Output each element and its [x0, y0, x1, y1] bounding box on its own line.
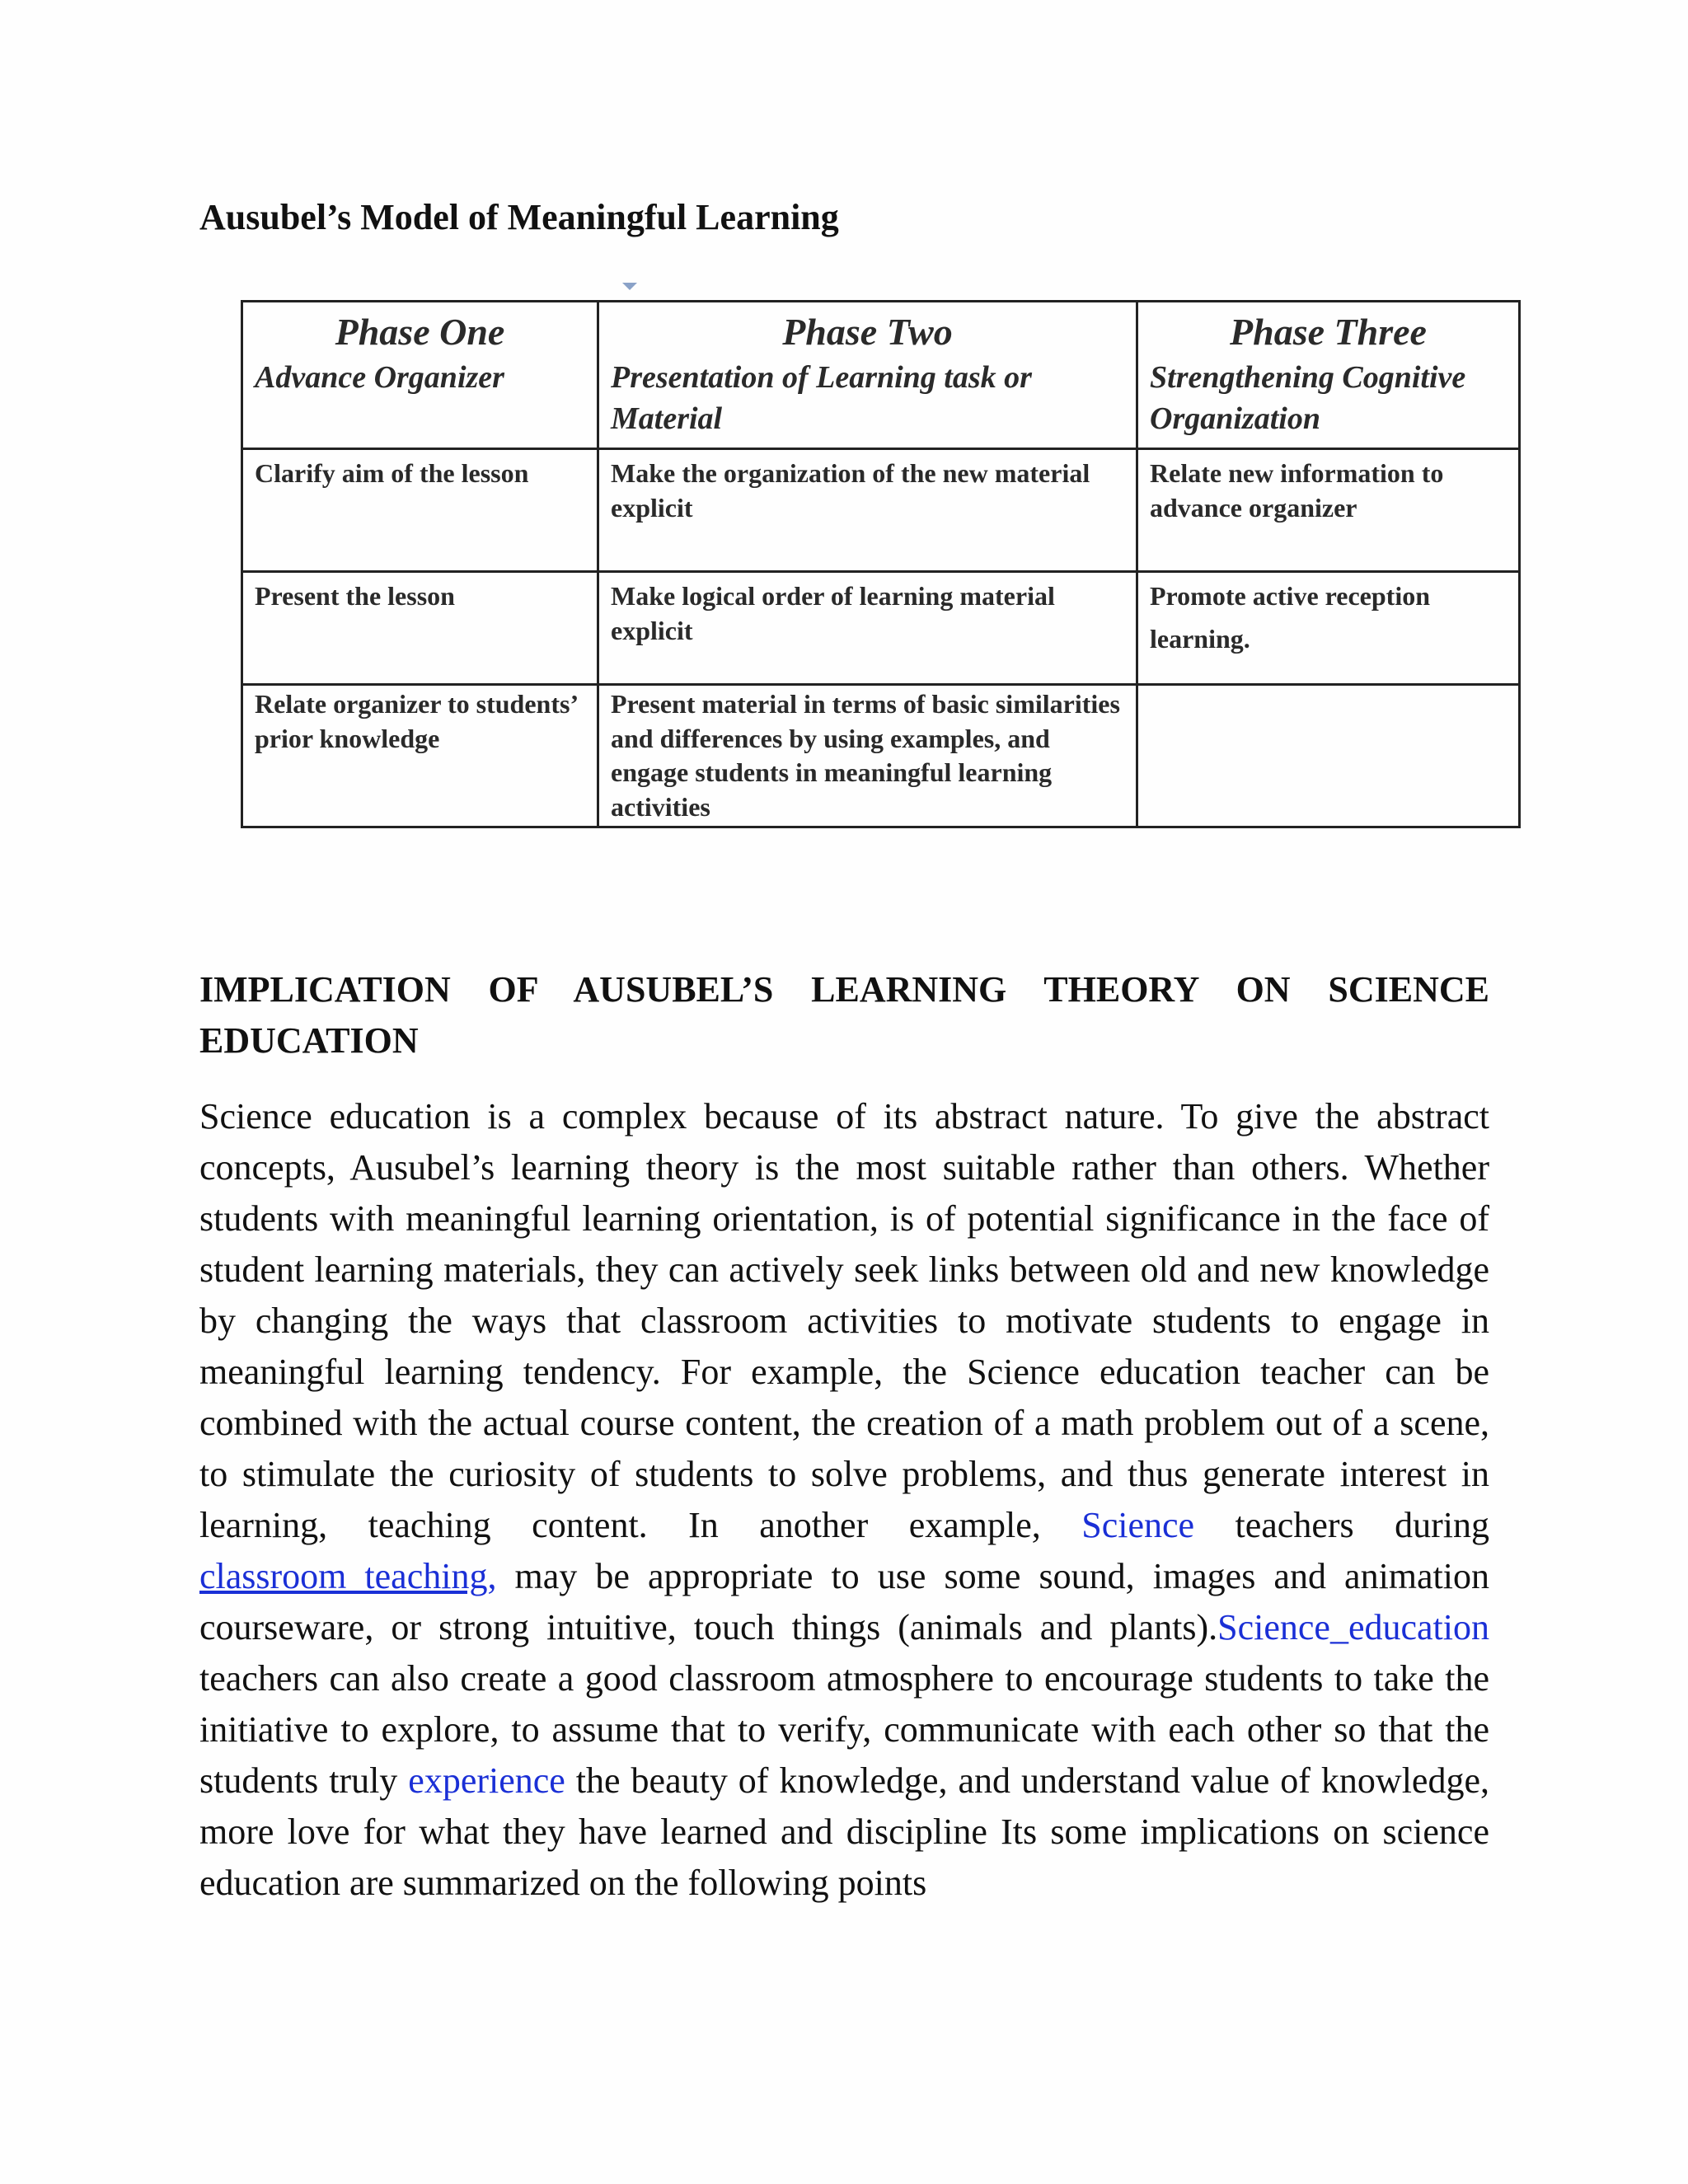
table-cell: Relate organizer to students’ prior knowledge	[242, 685, 598, 827]
phase-subtitle: Presentation of Learning task or Material	[611, 360, 1032, 436]
table-cell: Make the organization of the new material explicit	[598, 449, 1137, 572]
phases-table	[241, 300, 1521, 828]
table-cell: Make logical order of learning material explicit	[598, 572, 1137, 685]
table-row	[242, 685, 1520, 827]
header-phase-three	[1137, 302, 1520, 449]
body-paragraph	[199, 1091, 1489, 1909]
experience-link[interactable]: experience	[408, 1760, 565, 1801]
section-heading: IMPLICATION OF AUSUBEL’S LEARNING THEORY ON SCIENCE EDUCATION	[199, 969, 1489, 1061]
table-cell-empty	[1137, 685, 1520, 827]
classroom-teaching-link[interactable]: classroom_teaching,	[199, 1556, 497, 1596]
table-cell: Clarify aim of the lesson	[242, 449, 598, 572]
small-triangle-marker-icon	[622, 283, 637, 290]
header-phase-one	[242, 302, 598, 449]
phase-name: Phase Two	[782, 311, 953, 353]
table-cell: Present material in terms of basic similarities and differences by using examples, and engage students in meaningful learning activities	[598, 685, 1137, 827]
phase-subtitle: Strengthening Cognitive Organization	[1150, 360, 1466, 436]
paragraph-text: teachers during	[1194, 1505, 1489, 1545]
phase-name: Phase One	[335, 311, 505, 353]
table-cell: Present the lesson	[242, 572, 598, 685]
table-cell-line: learning.	[1150, 623, 1250, 654]
header-phase-two	[598, 302, 1137, 449]
phase-subtitle: Advance Organizer	[255, 360, 504, 396]
table-cell: Relate new information to advance organizer	[1137, 449, 1520, 572]
table-row	[242, 572, 1520, 685]
paragraph-text: the beauty of knowledge, and understand value of knowledge, more love for what they have learned and discipline Its some implications on science education are summarized on the following points	[199, 1760, 1489, 1903]
paragraph-text: Science education is a complex because of its abstract nature. To give the abstract concepts, Ausubel’s learning theory is the most suitable rather than others. Whether students with meaningful learning orientation, is of potential significance in the face of student learning materials, they can actively seek links between old and new knowledge by changing the ways that classroom activities to motivate students to engage in meaningful learning tendency. For example, the Science education teacher can be combined with the actual course content, the creation of a math problem out of a scene, to stimulate the curiosity of students to solve problems, and thus generate interest in learning, teaching content. In another example,	[199, 1096, 1489, 1545]
paragraph-text: teachers can also create a good classroom atmosphere to encourage students to take the initiative to explore, to assume that to verify, communicate with each other so that the students truly	[199, 1658, 1489, 1801]
science-link[interactable]: Science	[1081, 1505, 1195, 1545]
table-cell	[1137, 572, 1520, 685]
table-row	[242, 449, 1520, 572]
table-header-row	[242, 302, 1520, 449]
phase-name: Phase Three	[1230, 311, 1427, 353]
paragraph-text: may be appropriate to use some sound, images and animation courseware, or strong intuitive, touch things (animals and plants).	[199, 1556, 1489, 1647]
science-education-link[interactable]: Science_education	[1217, 1607, 1489, 1647]
document-title: Ausubel’s Model of Meaningful Learning	[199, 197, 839, 237]
table-cell-line: Promote active reception	[1150, 581, 1431, 611]
